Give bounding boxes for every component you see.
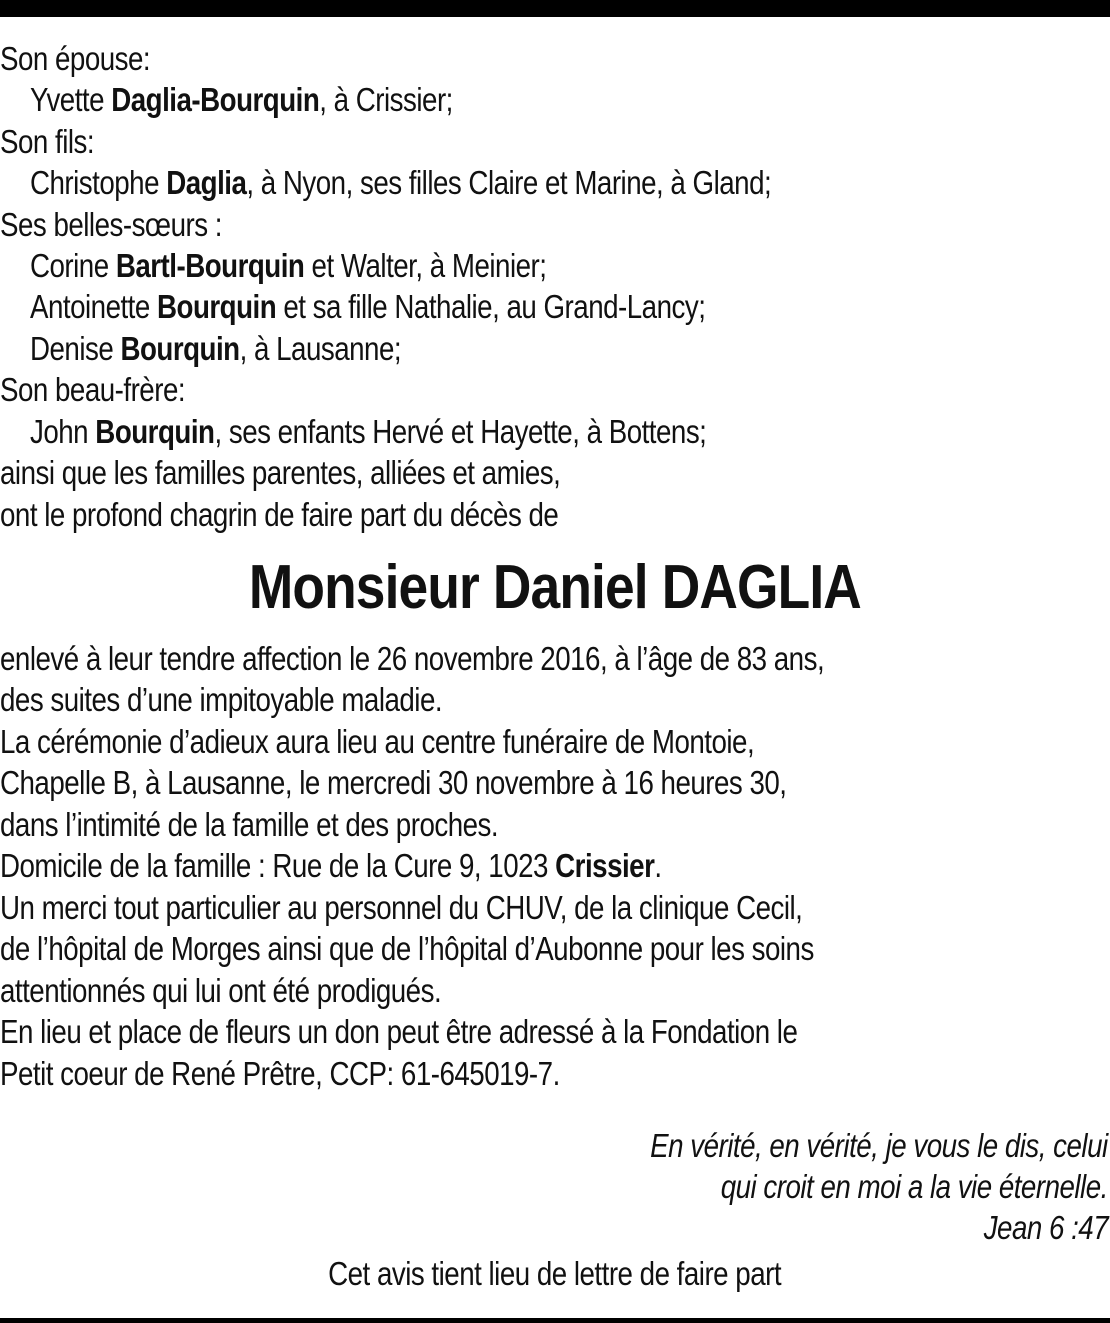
sister3-last: Bourquin <box>120 330 240 367</box>
brother-first: John <box>30 413 89 450</box>
sister2-line <box>30 288 705 326</box>
announce-line: ont le profond chagrin de faire part du décès de <box>0 496 559 533</box>
son-rest: , à Nyon, ses filles Claire et Marine, à Gland; <box>246 164 772 201</box>
sister3-rest: , à Lausanne; <box>239 330 402 367</box>
sister1-rest: et Walter, à Meinier; <box>311 247 547 284</box>
quote-reference: Jean 6 :47 <box>983 1209 1108 1246</box>
bottom-rule <box>0 1318 1110 1323</box>
body-line-9: attentionnés qui lui ont été prodigués. <box>0 972 442 1009</box>
son-last: Daglia <box>166 164 247 201</box>
footer-note <box>0 1255 1110 1293</box>
spouse-rest: , à Crissier; <box>319 81 453 118</box>
quote-line-1: En vérité, en vérité, je vous le dis, celui <box>650 1127 1108 1164</box>
body-line-5: dans l’intimité de la famille et des proches. <box>0 806 499 843</box>
footer-text: Cet avis tient lieu de lettre de faire part <box>328 1255 782 1292</box>
body-line-1: enlevé à leur tendre affection le 26 novembre 2016, à l’âge de 83 ans, <box>0 640 825 677</box>
sister1-first: Corine <box>30 247 109 284</box>
brother-rest: , ses enfants Hervé et Hayette, à Bottens; <box>214 413 707 450</box>
brother-heading: Son beau-frère: <box>0 371 186 408</box>
son-heading: Son fils: <box>0 123 95 160</box>
domicile-city: Crissier <box>555 847 655 884</box>
deceased-name-text: Monsieur Daniel DAGLIA <box>248 553 862 622</box>
families-line: ainsi que les familles parentes, alliées et amies, <box>0 454 561 491</box>
brother-line <box>30 413 706 451</box>
sister2-last: Bourquin <box>157 288 277 325</box>
domicile-prefix: Domicile de la famille : Rue de la Cure 9, 1023 <box>0 847 548 884</box>
sister2-first: Antoinette <box>30 288 150 325</box>
spouse-last: Daglia-Bourquin <box>111 81 320 118</box>
spouse-heading: Son épouse: <box>0 40 151 77</box>
body-line-8: de l’hôpital de Morges ainsi que de l’hôpital d’Aubonne pour les soins <box>0 930 814 967</box>
son-first: Christophe <box>30 164 160 201</box>
body-line-4: Chapelle B, à Lausanne, le mercredi 30 novembre à 16 heures 30, <box>0 764 787 801</box>
body-line-2: des suites d’une impitoyable maladie. <box>0 681 443 718</box>
top-rule <box>0 0 1110 17</box>
sister1-line <box>30 247 546 285</box>
sisters-heading: Ses belles-sœurs : <box>0 206 222 243</box>
spouse-first: Yvette <box>30 81 105 118</box>
sister2-rest: et sa fille Nathalie, au Grand-Lancy; <box>283 288 706 325</box>
quote-line-2: qui croit en moi a la vie éternelle. <box>720 1168 1108 1205</box>
body-line-11: Petit coeur de René Prêtre, CCP: 61-645019-7. <box>0 1055 560 1092</box>
body-line-7: Un merci tout particulier au personnel du CHUV, de la clinique Cecil, <box>0 889 803 926</box>
brother-last: Bourquin <box>95 413 215 450</box>
sister3-first: Denise <box>30 330 114 367</box>
domicile-suffix: . <box>654 847 662 884</box>
domicile-line <box>0 847 662 885</box>
son-line <box>30 164 771 202</box>
spouse-line <box>30 81 453 119</box>
sister3-line <box>30 330 401 368</box>
deceased-name <box>0 553 1110 623</box>
sister1-last: Bartl-Bourquin <box>115 247 305 284</box>
body-line-3: La cérémonie d’adieux aura lieu au centre funéraire de Montoie, <box>0 723 755 760</box>
body-line-10: En lieu et place de fleurs un don peut être adressé à la Fondation le <box>0 1013 798 1050</box>
